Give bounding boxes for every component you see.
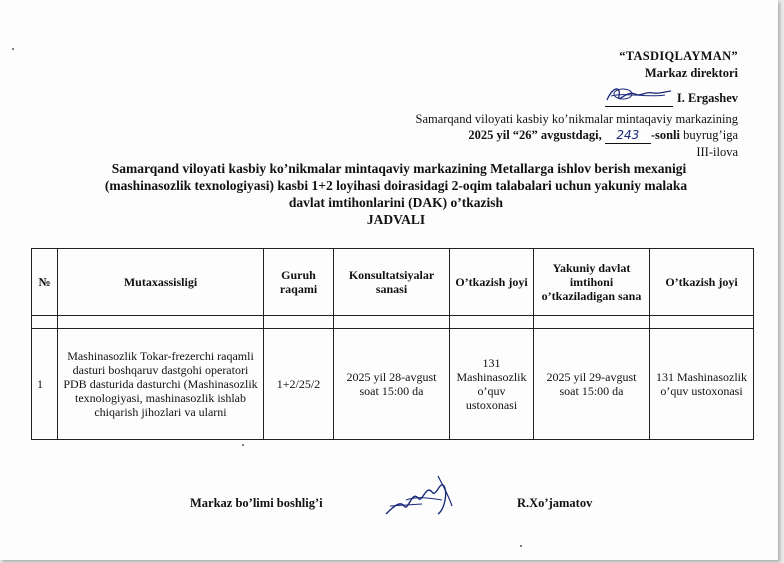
department-head-signature-icon	[382, 470, 472, 526]
column-header: O’tkazish joyi	[450, 249, 534, 316]
scan-speck	[520, 545, 522, 547]
table-cell	[264, 316, 334, 329]
heading-line-1: Samarqand viloyati kasbiy ko’nikmalar mintaqaviy markazining Metallarga ishlov berish mexanigi	[111, 161, 687, 176]
column-header: Yakuniy davlat imtihoni o’tkaziladigan sana	[534, 249, 650, 316]
heading-line-2: (mashinasozlik texnologiyasi) kasbi 1+2 loyihasi doirasidagi 2-oqim talabalari uchun yakuniy malaka	[104, 178, 688, 193]
department-head-title: Markaz bo’limi boshlig’i	[190, 496, 323, 510]
group-cell: 1+2/25/2	[264, 329, 334, 440]
approval-block	[605, 48, 738, 107]
column-header: №	[32, 249, 58, 316]
specialty-cell: Mashinasozlik Tokar-frezerchi raqamli dasturi boshqaruv dastgohi operatori PDB dasturida dasturchi (Mashinasozlik texnologiyasi, mashinasozlik ishlab chiqarish jihozlari va ularni	[58, 329, 264, 440]
column-header: Guruh raqami	[264, 249, 334, 316]
table-header-row	[32, 249, 754, 316]
table-spacer-row	[32, 316, 754, 329]
column-header: Konsultatsiyalar sanasi	[334, 249, 450, 316]
table-cell	[334, 316, 450, 329]
consultation-date-cell: 2025 yil 28-avgust soat 15:00 da	[334, 329, 450, 440]
order-reference	[416, 111, 739, 160]
order-suffix: -sonli	[650, 128, 681, 142]
director-name: I. Ergashev	[676, 91, 738, 105]
heading-title: JADVALI	[366, 212, 426, 227]
heading-line-3: davlat imtihonlarini (DAK) o’tkazish	[288, 195, 504, 210]
table-cell	[534, 316, 650, 329]
table-cell	[450, 316, 534, 329]
director-signature-icon	[605, 82, 673, 107]
scan-speck	[242, 444, 244, 446]
order-line-1: Samarqand viloyati kasbiy ko’nikmalar mintaqaviy markazining	[415, 112, 738, 126]
row-number: 1	[32, 329, 58, 440]
column-header: Mutaxassisligi	[58, 249, 264, 316]
table-cell	[32, 316, 58, 329]
table-row	[32, 329, 754, 440]
approval-title: “TASDIQLAYMAN”	[619, 49, 738, 63]
exam-place-cell: 131 Mashinasozlik o’quv ustoxonasi	[650, 329, 754, 440]
approval-position: Markaz direktori	[644, 66, 738, 80]
order-number: 243	[605, 127, 651, 144]
table-cell	[650, 316, 754, 329]
table-cell	[58, 316, 264, 329]
director-signature-line	[605, 82, 738, 107]
scan-speck	[12, 48, 14, 50]
document-heading	[46, 160, 746, 228]
schedule-table	[31, 248, 754, 440]
column-header: O’tkazish joyi	[650, 249, 754, 316]
consultation-place-cell: 131 Mashinasozlik o’quv ustoxonasi	[450, 329, 534, 440]
order-line-2	[416, 127, 739, 144]
order-date: 2025 yil “26” avgustdagi,	[468, 128, 602, 142]
order-suffix-tail: buyrug’iga	[680, 128, 738, 142]
department-head-name: R.Xo’jamatov	[517, 496, 593, 510]
annex-label: III-ilova	[696, 145, 738, 159]
exam-date-cell: 2025 yil 29-avgust soat 15:00 da	[534, 329, 650, 440]
